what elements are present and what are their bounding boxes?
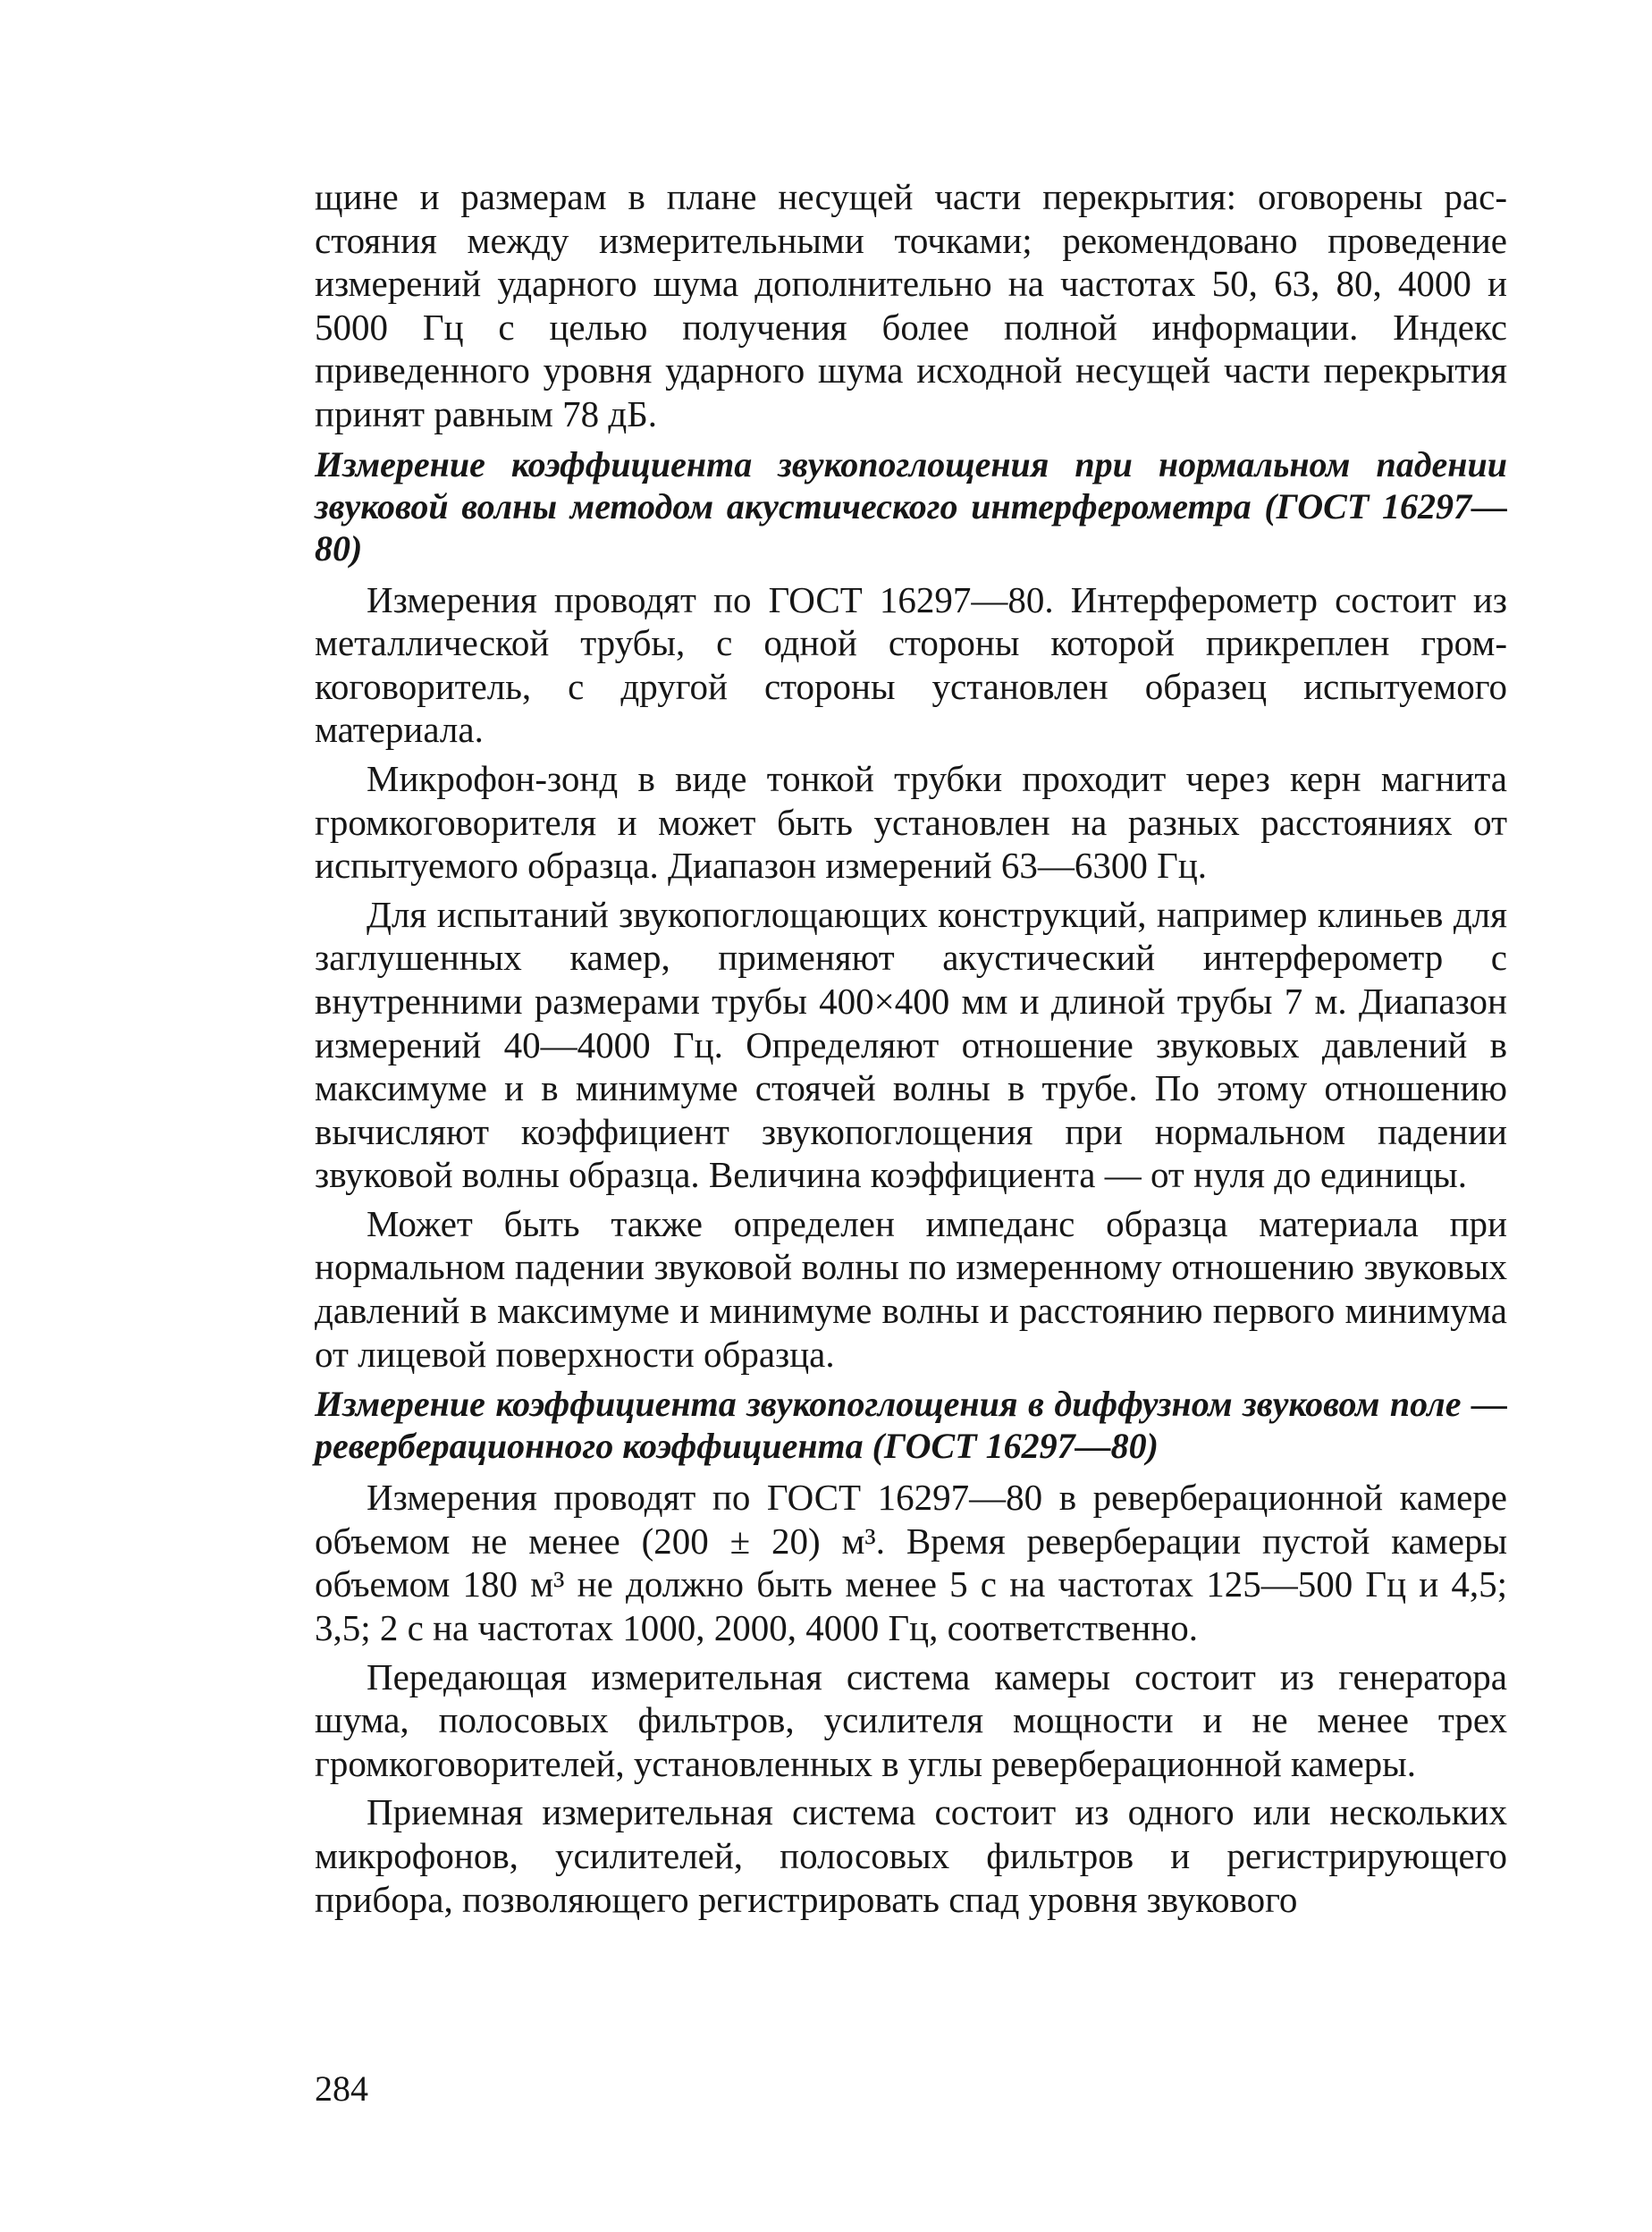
paragraph-transmitting-system: Передающая измерительная система камеры состоит из генератора шума, полосовых фильтров, усилителя мощности и не менее трех громкоговорителей, установленных в углы реверберационной камеры.	[315, 1655, 1507, 1784]
paragraph-reverberation-chamber: Измерения проводят по ГОСТ 16297—80 в реверберационной камере объемом не менее (200 ± 20) м³. Время реверберации пустой камеры объемом 180 м³ не должно быть менее 5 с на частотах 125—500 Гц и 4,5; 3,5; 2 с на частотах 1000, 2000, 4000 Гц, соответственно.	[315, 1477, 1507, 1649]
section-heading-diffuse-field: Измерение коэффициента звукопоглощения в диффузном звуковом поле — реверберационного коэффициента (ГОСТ 16297—80)	[315, 1384, 1507, 1467]
page-number: 284	[315, 2068, 368, 2109]
paragraph-continuation: щине и размерам в плане несущей части перекрытия: оговорены расстояния между измерительными точками; рекомендовано проведение измерений ударного шума дополнительно на частотах 50, 63, 80, 4000 и 5000 Гц с целью получения более полной информации. Индекс приведенного уровня ударного шума исходной несущей части перекрытия принят равным 78 дБ.	[315, 176, 1507, 434]
paragraph-interferometer-description: Измерения проводят по ГОСТ 16297—80. Интерферометр состоит из металлической трубы, с одной стороны которой прикреплен громкоговоритель, с другой стороны установлен образец испытуемого материала.	[315, 578, 1507, 751]
paragraph-sound-absorbing-structures: Для испытаний звукопоглощающих конструкций, например клиньев для заглушенных камер, применяют акустический интерферометр с внутренними размерами трубы 400×400 мм и длиной трубы 7 м. Диапазон измерений 40—4000 Гц. Определяют отношение звуковых давлений в максимуме и в минимуме стоячей волны в трубе. По этому отношению вычисляют коэффициент звукопоглощения при нормальном падении звуковой волны образца. Величина коэффициента — от нуля до единицы.	[315, 893, 1507, 1196]
paragraph-microphone-probe: Микрофон-зонд в виде тонкой трубки проходит через керн магнита громкоговорителя и может быть установлен на разных расстояниях от испытуемого образца. Диапазон измерений 63—6300 Гц.	[315, 757, 1507, 887]
paragraph-impedance: Может быть также определен импеданс образца материала при нормальном падении звуковой волны по измеренному отношению звуковых давлений в максимуме и минимуме волны и расстоянию первого минимума от лицевой поверхности образца.	[315, 1202, 1507, 1375]
paragraph-receiving-system: Приемная измерительная система состоит из одного или нескольких микрофонов, усилителей, полосовых фильтров и регистрирующего прибора, позволяющего регистрировать спад уровня звукового	[315, 1791, 1507, 1920]
section-heading-interferometer: Измерение коэффициента звукопоглощения при нормальном падении звуковой волны методом акустического интерферометра (ГОСТ 16297—80)	[315, 443, 1507, 569]
page-body	[315, 175, 1507, 1921]
